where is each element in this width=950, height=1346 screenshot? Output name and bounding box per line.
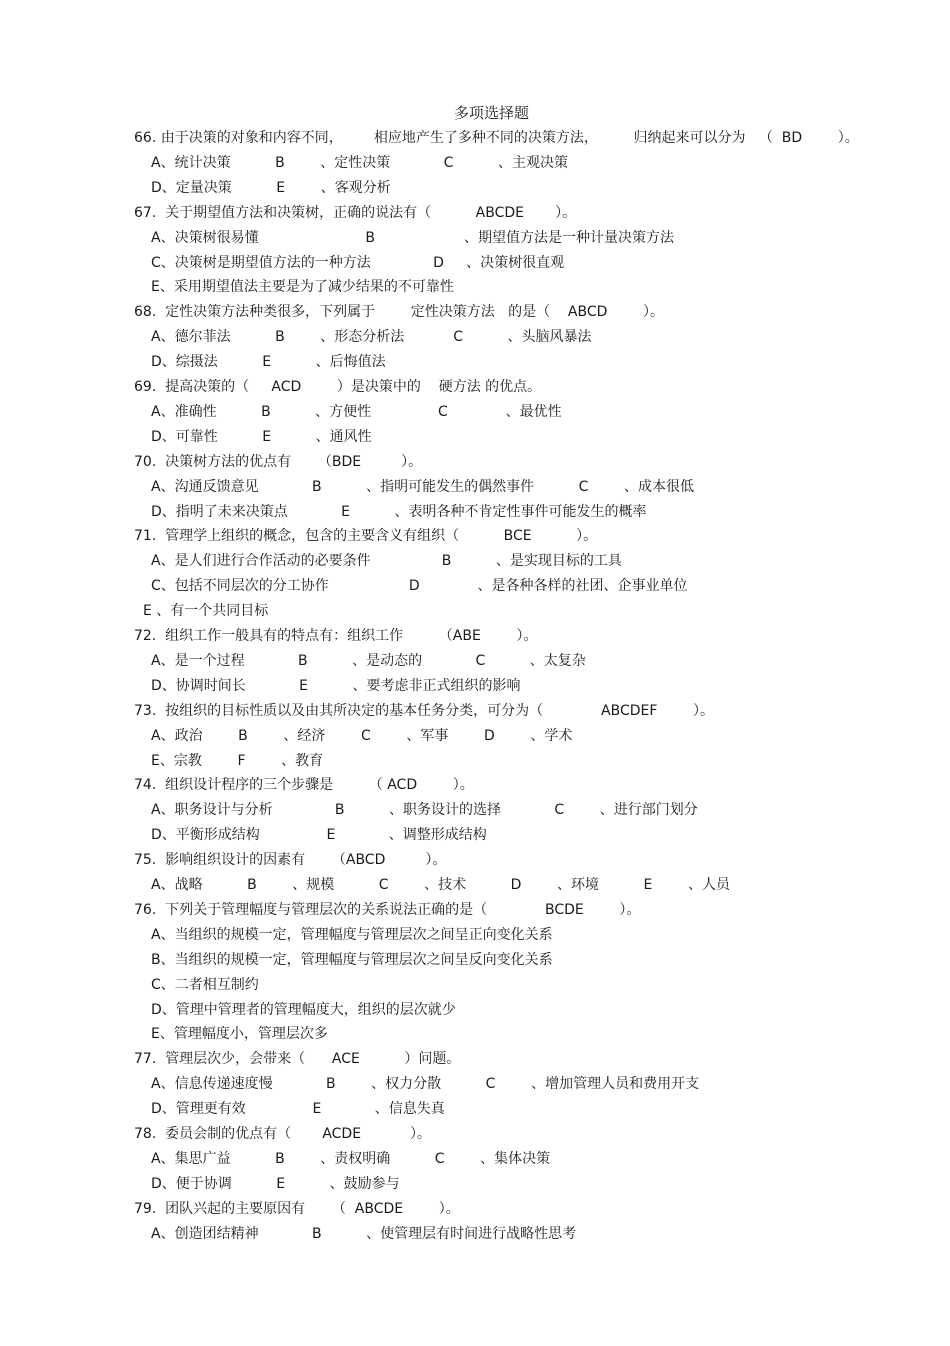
option-line: A、统计决策 B 、定性决策 C 、主观决策: [151, 154, 568, 171]
option-line: C、决策树是期望值方法的一种方法 D 、决策树很直观: [151, 254, 565, 271]
question-line: 73. 按组织的目标性质以及由其所决定的基本任务分类，可分为（ ABCDEF ）。: [134, 702, 715, 719]
option-line: E、宗教 F 、教育: [151, 752, 324, 769]
question-line: 66. 由于决策的对象和内容不同， 相应地产生了多种不同的决策方法， 归纳起来可以分为 （ BD ）。: [134, 130, 859, 146]
question-line: 69. 提高决策的（ ACD ）是决策中的 硬方法 的优点。: [134, 379, 542, 395]
option-line: D、平衡形成结构 E 、调整形成结构: [151, 827, 487, 844]
option-line: A、集思广益 B 、责权明确 C 、集体决策: [151, 1150, 551, 1167]
option-line: A、沟通反馈意见 B 、指明可能发生的偶然事件 C 、成本很低: [151, 478, 694, 495]
option-line: D、管理中管理者的管理幅度大，组织的层次就少: [151, 1001, 456, 1018]
page-title: 多项选择题: [453, 104, 529, 122]
option-line: A、是人们进行合作活动的必要条件 B 、是实现目标的工具: [151, 553, 622, 570]
question-line: 67. 关于期望值方法和决策树，正确的说法有（ ABCDE ）。: [134, 204, 577, 221]
option-line: A、创造团结精神 B 、使管理层有时间进行战略性思考: [151, 1225, 577, 1242]
option-line: A、决策树很易懂 B 、期望值方法是一种计量决策方法: [151, 229, 674, 246]
option-line: E、管理幅度小，管理层次多: [151, 1026, 328, 1043]
question-line: 76. 下列关于管理幅度与管理层次的关系说法正确的是（ BCDE ）。: [134, 901, 641, 918]
option-line: D、可靠性 E 、通风性: [151, 428, 372, 445]
question-line: 68. 定性决策方法种类很多，下列属于 定性决策方法 的是（ ABCD ）。: [134, 304, 665, 321]
question-line: 72. 组织工作一般具有的特点有：组织工作 （ABE ）。: [134, 628, 538, 644]
option-line: D、管理更有效 E 、信息失真: [151, 1101, 445, 1118]
question-line: 74. 组织设计程序的三个步骤是 （ ACD ）。: [134, 777, 474, 794]
option-line: A、当组织的规模一定，管理幅度与管理层次之间呈正向变化关系: [151, 926, 553, 943]
option-line: B、当组织的规模一定，管理幅度与管理层次之间呈反向变化关系: [151, 951, 553, 968]
option-line: A、政治 B 、经济 C 、军事 D 、学术: [151, 727, 573, 744]
option-line: D、定量决策 E 、客观分析: [151, 179, 391, 196]
question-line: 71. 管理学上组织的概念，包含的主要含义有组织（ BCE ）。: [134, 528, 598, 545]
option-line: E 、有一个共同目标: [143, 603, 269, 620]
question-line: 77. 管理层次少，会带来（ ACE ）问题。: [134, 1051, 461, 1068]
question-line: 75. 影响组织设计的因素有 （ABCD ）。: [134, 852, 447, 869]
option-line: D、综摄法 E 、后悔值法: [151, 354, 386, 371]
option-line: A、战略 B 、规模 C 、技术 D 、环境 E 、人员: [151, 877, 730, 893]
option-line: A、职务设计与分析 B 、职务设计的选择 C 、进行部门划分: [151, 802, 698, 819]
question-line: 79. 团队兴起的主要原因有 （ ABCDE ）。: [134, 1200, 460, 1217]
option-line: D、指明了未来决策点 E 、表明各种不肯定性事件可能发生的概率: [151, 503, 647, 520]
option-line: A、德尔菲法 B 、形态分析法 C 、头脑风暴法: [151, 329, 592, 346]
option-line: E、采用期望值法主要是为了减少结果的不可靠性: [151, 279, 454, 296]
option-line: D、协调时间长 E 、要考虑非正式组织的影响: [151, 677, 521, 694]
question-line: 78. 委员会制的优点有（ ACDE ）。: [134, 1126, 432, 1142]
question-line: 70. 决策树方法的优点有 （BDE ）。: [134, 453, 423, 470]
option-line: A、信息传递速度慢 B 、权力分散 C 、增加管理人员和费用开支: [151, 1076, 700, 1093]
option-line: A、准确性 B 、方便性 C 、最优性: [151, 403, 562, 420]
option-line: C、包括不同层次的分工协作 D 、是各种各样的社团、企事业单位: [151, 578, 688, 595]
option-line: C、二者相互制约: [151, 976, 259, 993]
option-line: A、是一个过程 B 、是动态的 C 、太复杂: [151, 652, 586, 669]
option-line: D、便于协调 E 、鼓励参与: [151, 1175, 400, 1192]
